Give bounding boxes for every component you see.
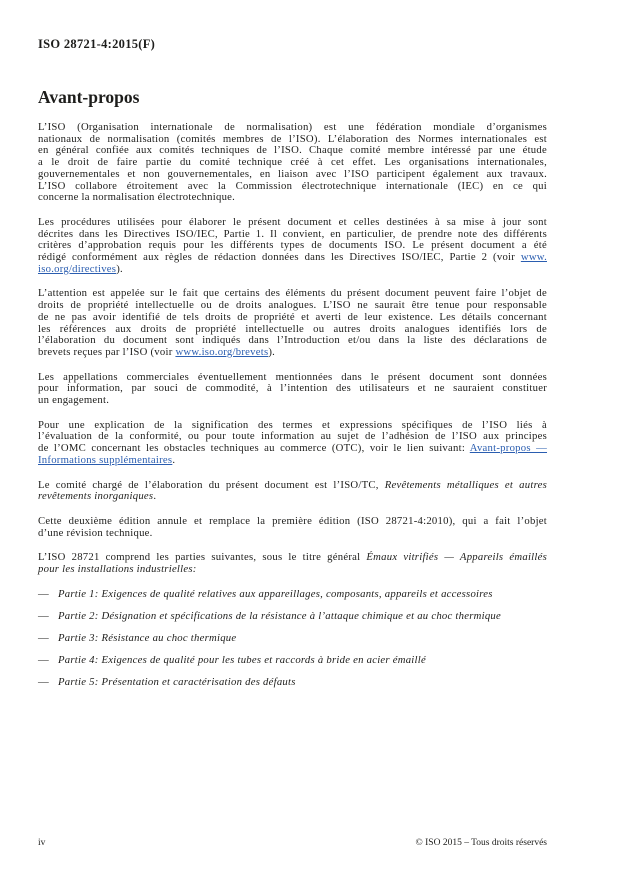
list-item-text: Partie 1: Exigences de qualité relatives aux appareillages, composants, appareils et accessoires: [58, 587, 493, 600]
paragraph-line: gouvernementales et non gouvernementales, en liaison avec l’ISO participent également aux travaux.: [38, 167, 547, 180]
line-text: Le comité chargé de l’élaboration du présent document est l’ISO/TC,: [38, 478, 385, 491]
paragraph-line: décrites dans les Directives ISO/IEC, Partie 1. Il convient, en particulier, de prendre note des différents: [38, 227, 547, 240]
paragraph-iso-organisation: [38, 122, 547, 204]
paragraph-conformity: [38, 420, 547, 467]
em-dash-bullet: —: [38, 609, 49, 622]
paragraph-line: [38, 491, 547, 503]
paragraph-line: l’élaboration du document sont indiqués dans l’Introduction et/ou dans la liste des déclarations de: [38, 334, 547, 347]
list-item: [38, 633, 547, 645]
iso-patents-link[interactable]: www.iso.org/brevets: [175, 345, 269, 358]
paragraph-line: Cette deuxième édition annule et remplace la première édition (ISO 28721-4:2010), qui a fait l’objet: [38, 514, 547, 527]
em-dash-bullet: —: [38, 631, 49, 644]
paragraph-line: [38, 264, 547, 276]
paragraph-edition: [38, 516, 547, 539]
paragraph-line: [38, 455, 547, 467]
list-item-text: Partie 3: Résistance au choc thermique: [58, 631, 237, 644]
em-dash-bullet: —: [38, 675, 49, 688]
paragraph-line: [38, 564, 547, 576]
general-title: Émaux vitrifiés — Appareils émaillés: [366, 551, 547, 564]
paragraph-procedures: [38, 217, 547, 276]
paragraph-trade-names: [38, 372, 547, 407]
paragraph-line: a le droit de faire partie du comité technique créé à cet effet. Les organisations internationales,: [38, 156, 547, 169]
paragraph-line: critères d’approbation requis pour les différents types de documents ISO. Le présent document a été: [38, 239, 547, 252]
line-text: ).: [116, 262, 123, 275]
page-number: iv: [38, 838, 46, 848]
paragraph-line: d’une révision technique.: [38, 526, 153, 539]
line-text: brevets reçues par l’ISO (voir: [38, 345, 176, 358]
list-item: [38, 655, 547, 667]
general-title: pour les installations industrielles:: [38, 563, 197, 576]
paragraph-line: Pour une explication de la signification des termes et expressions spécifiques de l’ISO liés à: [38, 418, 547, 431]
document-reference: ISO 28721-4:2015(F): [38, 37, 156, 51]
paragraph-line: Les appellations commerciales éventuellement mentionnées dans le présent document sont données: [38, 370, 547, 383]
list-item-text: Partie 4: Exigences de qualité pour les tubes et raccords à bride en acier émaillé: [58, 653, 426, 666]
section-title: Avant-propos: [38, 87, 140, 107]
iso-directives-link[interactable]: iso.org/directives: [38, 262, 117, 275]
em-dash-bullet: —: [38, 587, 49, 600]
supplementary-information-link[interactable]: Avant-propos —: [469, 442, 548, 455]
paragraph-line: Les procédures utilisées pour élaborer le présent document et celles destinées à sa mise à jour sont: [38, 215, 547, 228]
line-text: ).: [268, 345, 276, 358]
line-text: de l’OMC concernant les obstacles techniques au commerce (OTC), voir le lien suivant:: [38, 442, 470, 455]
iso-directives-link[interactable]: www.: [520, 251, 547, 264]
paragraph-line: l’évaluation de la conformité, ou pour toute information au sujet de l’adhésion de l’ISO aux principes: [38, 430, 547, 443]
paragraph-line: en général confiée aux comités techniques de l’ISO. Chaque comité membre intéressé par une étude: [38, 144, 547, 157]
list-item: [38, 589, 547, 601]
paragraph-line: de ne pas avoir identifié de tels droits de propriété et averti de leur existence. Les détails concernant: [38, 310, 547, 323]
paragraph-line: pour information, par souci de commodité, à l’intention des utilisateurs et ne sauraient constituer: [38, 382, 547, 395]
paragraph-line: L’ISO (Organisation internationale de normalisation) est une fédération mondiale d’organismes: [38, 121, 547, 133]
paragraph-line: [38, 347, 547, 359]
paragraph-line: nationaux de normalisation (comités membres de l’ISO). L’élaboration des Normes internationales est: [38, 132, 547, 145]
paragraph-series: [38, 552, 547, 575]
paragraph-patents: [38, 288, 547, 358]
committee-name: Revêtements métalliques et autres: [384, 478, 547, 491]
list-item-text: Partie 2: Désignation et spécifications de la résistance à l’attaque chimique et au choc thermique: [58, 609, 502, 622]
copyright-notice: © ISO 2015 – Tous droits réservés: [415, 838, 547, 848]
em-dash-bullet: —: [38, 653, 49, 666]
paragraph-line: concerne la normalisation électrotechnique.: [38, 191, 236, 204]
committee-name: revêtements inorganiques: [38, 490, 154, 503]
list-item: [38, 677, 547, 689]
line-text: rédigé conformément aux règles de rédaction données dans les Directives ISO/IEC, Partie 2 (voir: [38, 251, 521, 264]
parts-list: [38, 589, 547, 689]
foreword-body: [38, 122, 547, 699]
line-text: .: [172, 453, 176, 466]
paragraph-line: les références aux droits de propriété intellectuelle ou autres droits analogues identifiés lors de: [38, 322, 547, 335]
paragraph-line: L’attention est appelée sur le fait que certains des éléments du présent document peuvent faire l’objet de: [38, 287, 547, 300]
line-text: L’ISO 28721 comprend les parties suivantes, sous le titre général: [38, 551, 367, 564]
list-item: [38, 611, 547, 623]
paragraph-line: L’ISO collabore étroitement avec la Commission électrotechnique internationale (IEC) en ce qui: [38, 179, 547, 192]
paragraph-line: droits de propriété intellectuelle ou de droits analogues. L’ISO ne saurait être tenue pour responsable: [38, 299, 547, 312]
paragraph-committee: [38, 480, 547, 503]
paragraph-line: un engagement.: [38, 394, 110, 407]
supplementary-information-link[interactable]: Informations supplémentaires: [38, 453, 173, 466]
line-text: .: [153, 490, 157, 503]
list-item-text: Partie 5: Présentation et caractérisation des défauts: [58, 675, 296, 688]
